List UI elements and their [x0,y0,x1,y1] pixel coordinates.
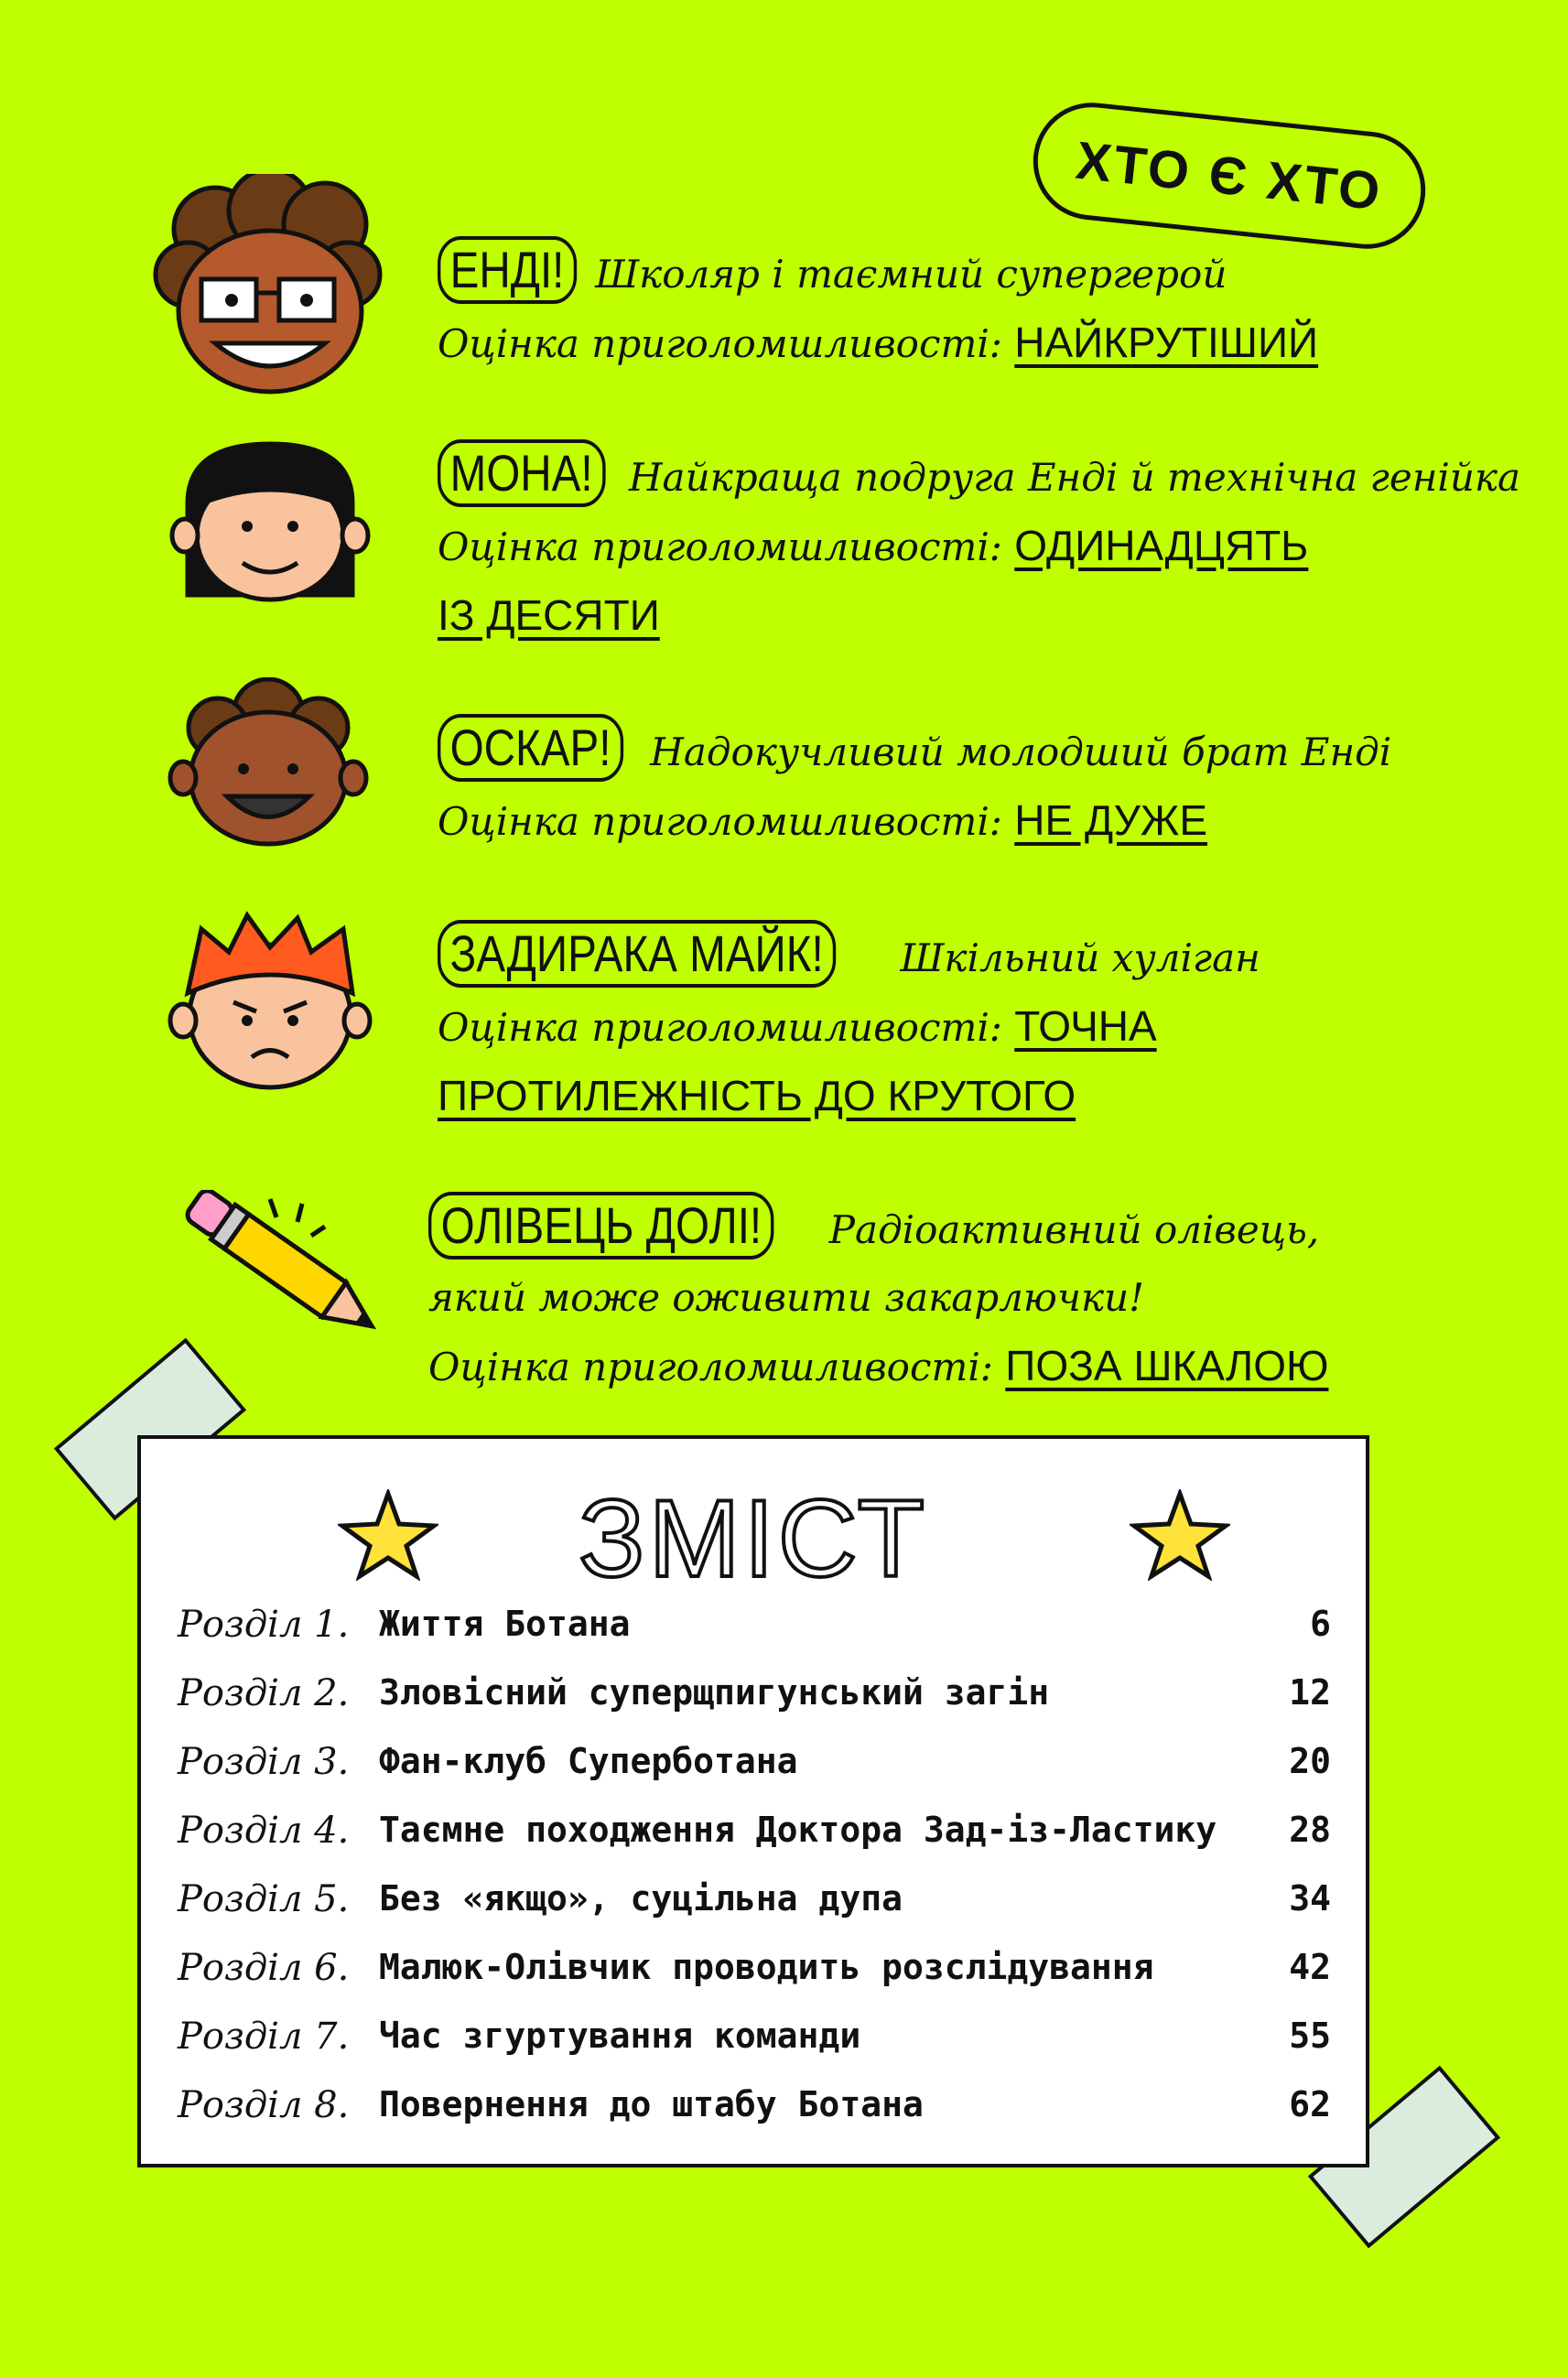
character-description: Надокучливий молодший брат Енді [650,730,1392,774]
toc-row[interactable] [178,2084,1331,2139]
chapter-label: Розділ 1. [178,1604,350,1646]
mona-avatar-icon [165,439,375,604]
rating-label: Оцінка приголомшливості: [438,1005,1002,1050]
character-entry-pencil [428,1192,1328,1401]
pencil-of-destiny-icon [174,1190,403,1346]
chapter-page: 28 [1289,1810,1331,1850]
chapter-title: Фан-клуб Суперботана [379,1741,798,1781]
chapter-label: Розділ 7. [178,2016,350,2058]
chapter-page: 42 [1289,1947,1331,1987]
toc-row[interactable] [178,1672,1331,1727]
chapter-label: Розділ 4. [178,1810,350,1852]
chapter-title: Час згуртування команди [379,2016,861,2056]
toc-title: ЗМІСТ [579,1477,928,1600]
rating-value: ОДИНАДЦЯТЬ [1014,522,1309,569]
rating-value-cont: ПРОТИЛЕЖНІСТЬ ДО КРУТОГО [438,1072,1076,1119]
chapter-label: Розділ 5. [178,1878,350,1920]
oscar-avatar-icon [163,677,373,851]
character-description: Школяр і таємний супергерой [595,252,1227,297]
character-description: Шкільний хуліган [900,935,1260,980]
character-description: Найкраща подруга Енді й технічна генійка [628,455,1521,500]
chapter-title: Повернення до штабу Ботана [379,2084,924,2124]
chapter-title: Життя Ботана [379,1604,631,1644]
who-is-who-title [1027,97,1431,254]
star-icon [1130,1489,1230,1581]
rating-label: Оцінка приголомшливості: [438,524,1002,569]
character-description: Радіоактивний олівець, [828,1207,1320,1252]
character-name: ОСКАР! [438,714,623,782]
chapter-title: Зловісний суперщпигунський загін [379,1672,1050,1713]
toc-row[interactable] [178,1947,1331,2002]
toc-row[interactable] [178,1741,1331,1796]
character-name: МОНА! [438,439,605,507]
character-entry-mona [438,439,1520,651]
toc-row[interactable] [178,1810,1331,1865]
chapter-page: 34 [1289,1878,1331,1919]
toc-row[interactable] [178,2016,1331,2070]
character-name: ЕНДІ! [438,236,577,304]
character-entry-oscar [438,714,1391,856]
chapter-title: Без «якщо», суцільна дупа [379,1878,903,1919]
chapter-page: 55 [1289,2016,1331,2056]
rating-label: Оцінка приголомшливості: [428,1345,993,1389]
chapter-title: Малюк-Олівчик проводить розслідування [379,1947,1154,1987]
chapter-page: 12 [1289,1672,1331,1713]
rating-value-cont: ІЗ ДЕСЯТИ [438,591,660,639]
character-entry-mike [438,920,1260,1131]
rating-label: Оцінка приголомшливості: [438,321,1002,366]
character-name: ЗАДИРАКА МАЙК! [438,920,836,988]
character-entry-andy [438,236,1318,378]
mike-avatar-icon [160,911,380,1094]
table-of-contents [137,1435,1369,2167]
chapter-page: 62 [1289,2084,1331,2124]
rating-value: ПОЗА ШКАЛОЮ [1005,1342,1329,1389]
rating-label: Оцінка приголомшливості: [438,799,1002,844]
toc-row[interactable] [178,1604,1331,1659]
character-description-cont: який може оживити закарлючки! [428,1275,1145,1320]
chapter-label: Розділ 8. [178,2084,350,2126]
chapter-label: Розділ 3. [178,1741,350,1783]
chapter-title: Таємне походження Доктора Зад-із-Ластику [379,1810,1217,1850]
rating-value: НАЙКРУТІШИЙ [1014,319,1319,366]
chapter-page: 6 [1310,1604,1331,1644]
toc-row[interactable] [178,1878,1331,1933]
rating-value: НЕ ДУЖЕ [1014,796,1207,844]
chapter-label: Розділ 6. [178,1947,350,1989]
page-title: ХТО Є ХТО [1073,130,1386,222]
rating-value: ТОЧНА [1014,1002,1157,1050]
chapter-page: 20 [1289,1741,1331,1781]
chapter-label: Розділ 2. [178,1672,350,1714]
andy-avatar-icon [151,174,389,403]
character-name: ОЛІВЕЦЬ ДОЛІ! [428,1192,774,1259]
star-icon [338,1489,438,1581]
